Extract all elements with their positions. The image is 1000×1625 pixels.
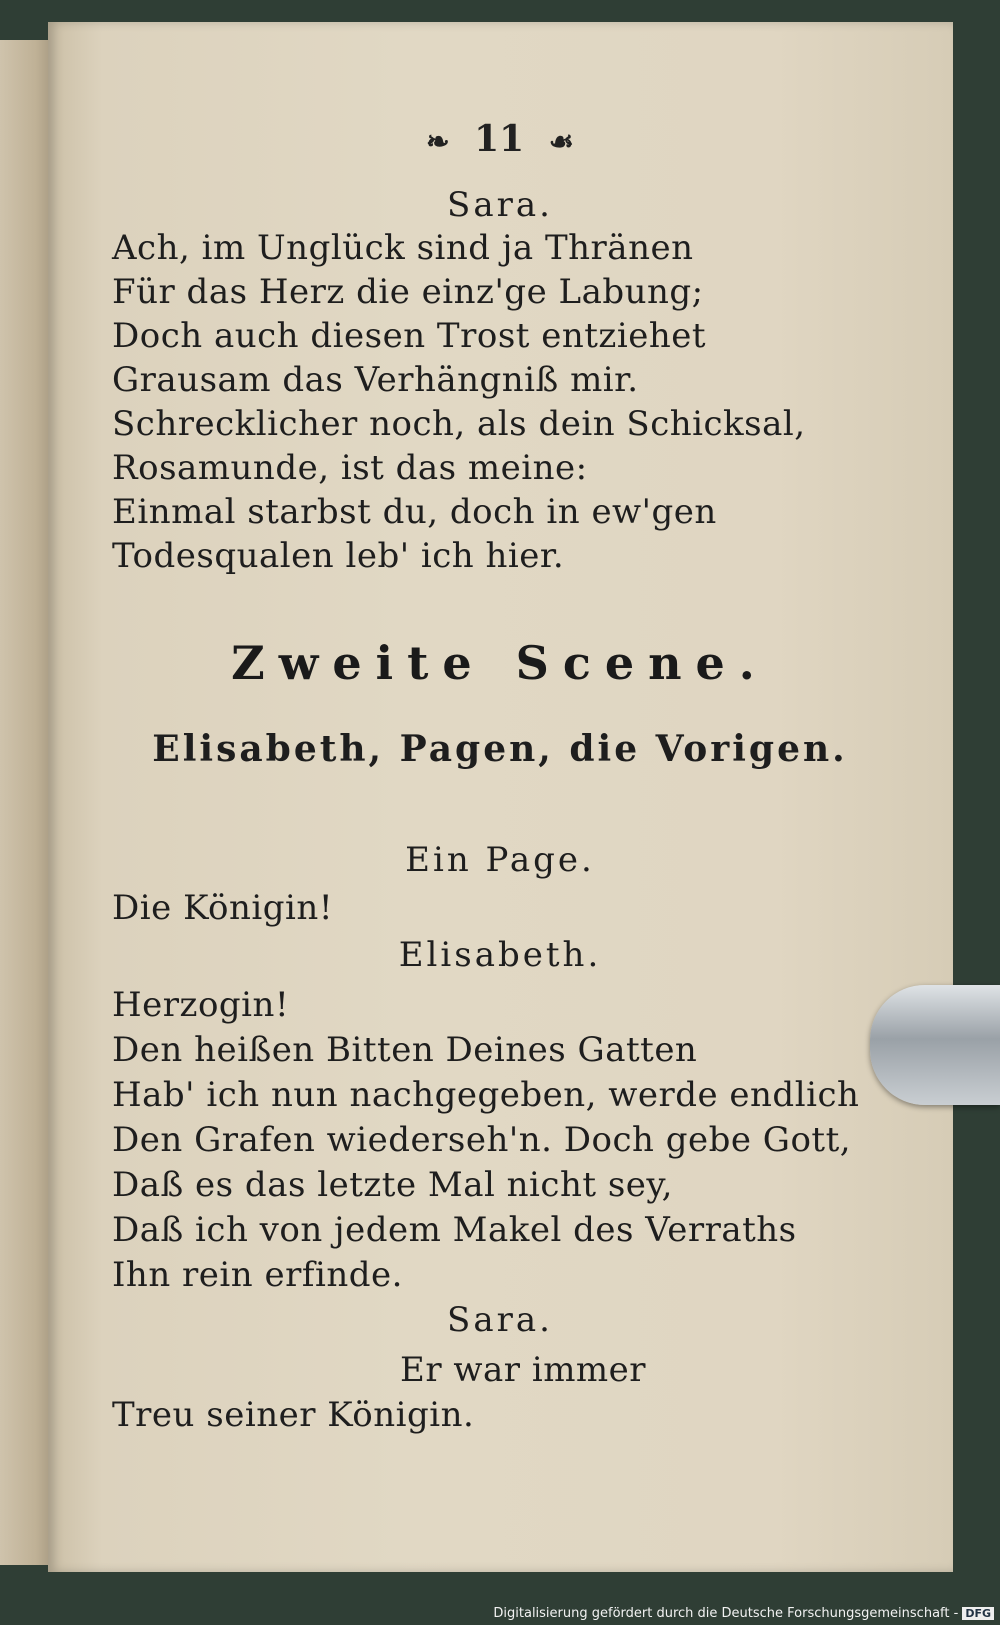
verse-line: Rosamunde, ist das meine: <box>112 448 588 488</box>
page-number: 11 <box>474 118 525 160</box>
scene-characters: Elisabeth, Pagen, die Vorigen. <box>152 728 848 770</box>
verse-line: Todesqualen leb' ich hier. <box>112 536 565 576</box>
verse-line: Grausam das Verhängniß mir. <box>112 360 639 400</box>
verse-line: Einmal starbst du, doch in ew'gen <box>112 492 717 532</box>
verse-line: Den Grafen wiederseh'n. Doch gebe Gott, <box>112 1120 852 1160</box>
speaker-page: Ein Page. <box>405 840 595 880</box>
verse-line: Er war immer <box>400 1350 647 1390</box>
page-header <box>0 118 1000 160</box>
verse-line: Daß ich von jedem Makel des Verraths <box>112 1210 797 1250</box>
digitization-credit <box>493 1606 994 1621</box>
page-clip <box>870 985 1000 1105</box>
verse-line: Ach, im Unglück sind ja Thränen <box>112 228 694 268</box>
verse-line: Treu seiner Königin. <box>112 1395 475 1435</box>
scene-title: Zweite Scene. <box>231 636 769 690</box>
verse-line: Hab' ich nun nachgegeben, werde endlich <box>112 1075 860 1115</box>
fleuron-icon: ☙ <box>548 125 574 158</box>
credit-text: Digitalisierung gefördert durch die Deutsche Forschungsgemeinschaft - <box>493 1606 959 1621</box>
verse-line: Den heißen Bitten Deines Gatten <box>112 1030 698 1070</box>
speaker-sara: Sara. <box>447 185 553 225</box>
speaker-sara: Sara. <box>447 1300 553 1340</box>
speaker-elisabeth: Elisabeth. <box>398 935 602 975</box>
verse-line: Herzogin! <box>112 985 290 1025</box>
verse-line: Ihn rein erfinde. <box>112 1255 403 1295</box>
fleuron-icon: ❧ <box>426 125 450 158</box>
verse-line: Daß es das letzte Mal nicht sey, <box>112 1165 673 1205</box>
verse-line: Für das Herz die einz'ge Labung; <box>112 272 704 312</box>
dfg-logo: DFG <box>962 1607 994 1620</box>
verse-line: Schrecklicher noch, als dein Schicksal, <box>112 404 806 444</box>
verse-line: Die Königin! <box>112 888 333 928</box>
verse-line: Doch auch diesen Trost entziehet <box>112 316 707 356</box>
